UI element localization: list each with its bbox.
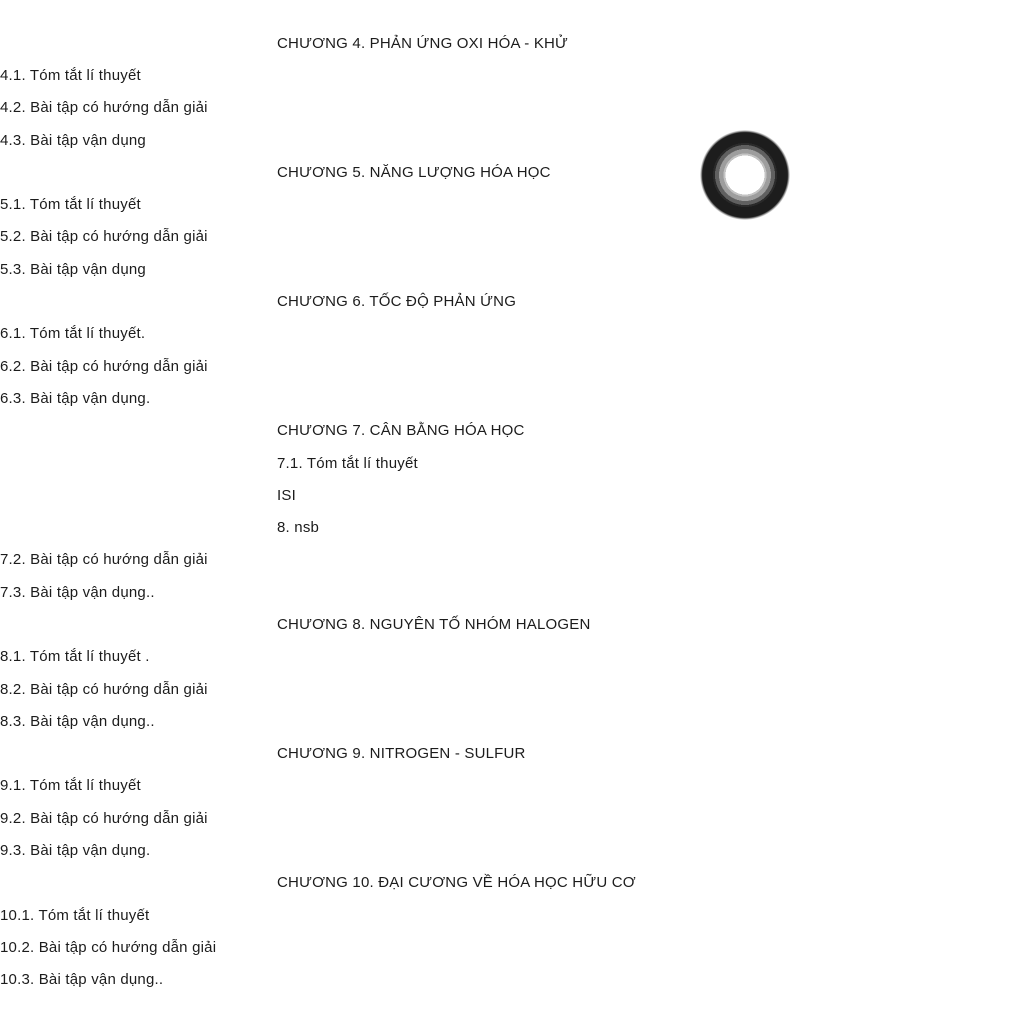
toc-line-text: CHƯƠNG 9. NITROGEN - SULFUR [277,745,526,763]
toc-line-text: 7.3. Bài tập vận dụng.. [0,583,155,601]
toc-item [0,92,1024,124]
toc-line-text: 8. nsb [277,519,320,537]
toc-line-text: 7.2. Bài tập có hướng dẫn giải [0,551,208,569]
toc-line-text: ISI [277,486,296,504]
toc-plain-line [0,511,1024,543]
toc-line-text: 9.3. Bài tập vận dụng. [0,842,151,860]
toc-item [0,253,1024,285]
toc-plain-line [0,479,1024,511]
toc-line-text: 5.3. Bài tập vận dụng [0,260,146,278]
toc-line-text: 5.2. Bài tập có hướng dẫn giải [0,228,208,246]
toc-line-text: 7.1. Tóm tắt lí thuyết [277,454,418,472]
toc-item [0,221,1024,253]
toc-item [0,544,1024,576]
toc-line-text: 5.1. Tóm tắt lí thuyết [0,196,141,214]
chapter-heading [0,608,1024,640]
toc-item [0,318,1024,350]
toc-line-text: 9.2. Bài tập có hướng dẫn giải [0,809,208,827]
toc-line-text: CHƯƠNG 8. NGUYÊN TỐ NHÓM HALOGEN [277,615,591,633]
toc-line-text: CHƯƠNG 5. NĂNG LƯỢNG HÓA HỌC [277,163,551,181]
chapter-heading [0,156,1024,188]
toc-item [0,802,1024,834]
toc-line-text: 8.1. Tóm tắt lí thuyết . [0,648,150,666]
toc-line-text: CHƯƠNG 10. ĐẠI CƯƠNG VỀ HÓA HỌC HỮU CƠ [277,874,636,892]
toc-item [0,59,1024,91]
chapter-heading [0,738,1024,770]
toc-line-text: 8.2. Bài tập có hướng dẫn giải [0,680,208,698]
toc-item [0,673,1024,705]
chapter-heading [0,867,1024,899]
chapter-heading [0,285,1024,317]
toc-item [0,350,1024,382]
toc-item [0,705,1024,737]
toc-item [0,964,1024,996]
toc-item [0,770,1024,802]
toc-plain-line [0,447,1024,479]
toc-line-text: 6.2. Bài tập có hướng dẫn giải [0,357,208,375]
toc-line-text: 4.3. Bài tập vận dụng [0,131,146,149]
toc-line-text: CHƯƠNG 6. TỐC ĐỘ PHẢN ỨNG [277,293,517,311]
chapter-heading [0,415,1024,447]
toc-line-text: 8.3. Bài tập vận dụng.. [0,712,155,730]
toc-item [0,124,1024,156]
toc-line-text: CHƯƠNG 7. CÂN BẰNG HÓA HỌC [277,422,525,440]
toc-line-text: 4.2. Bài tập có hướng dẫn giải [0,99,208,117]
table-of-contents [0,27,1024,996]
toc-line-text: 10.1. Tóm tắt lí thuyết [0,906,150,924]
toc-item [0,834,1024,866]
toc-item [0,931,1024,963]
chapter-heading [0,27,1024,59]
toc-item [0,188,1024,220]
toc-line-text: 6.3. Bài tập vận dụng. [0,389,151,407]
toc-item [0,641,1024,673]
toc-line-text: 4.1. Tóm tắt lí thuyết [0,66,141,84]
toc-item [0,899,1024,931]
toc-line-text: CHƯƠNG 4. PHẢN ỨNG OXI HÓA - KHỬ [277,34,569,52]
toc-line-text: 9.1. Tóm tắt lí thuyết [0,777,141,795]
toc-item [0,576,1024,608]
toc-line-text: 6.1. Tóm tắt lí thuyết. [0,325,146,343]
toc-line-text: 10.2. Bài tập có hướng dẫn giải [0,938,217,956]
toc-line-text: 10.3. Bài tập vận dụng.. [0,971,164,989]
toc-item [0,382,1024,414]
